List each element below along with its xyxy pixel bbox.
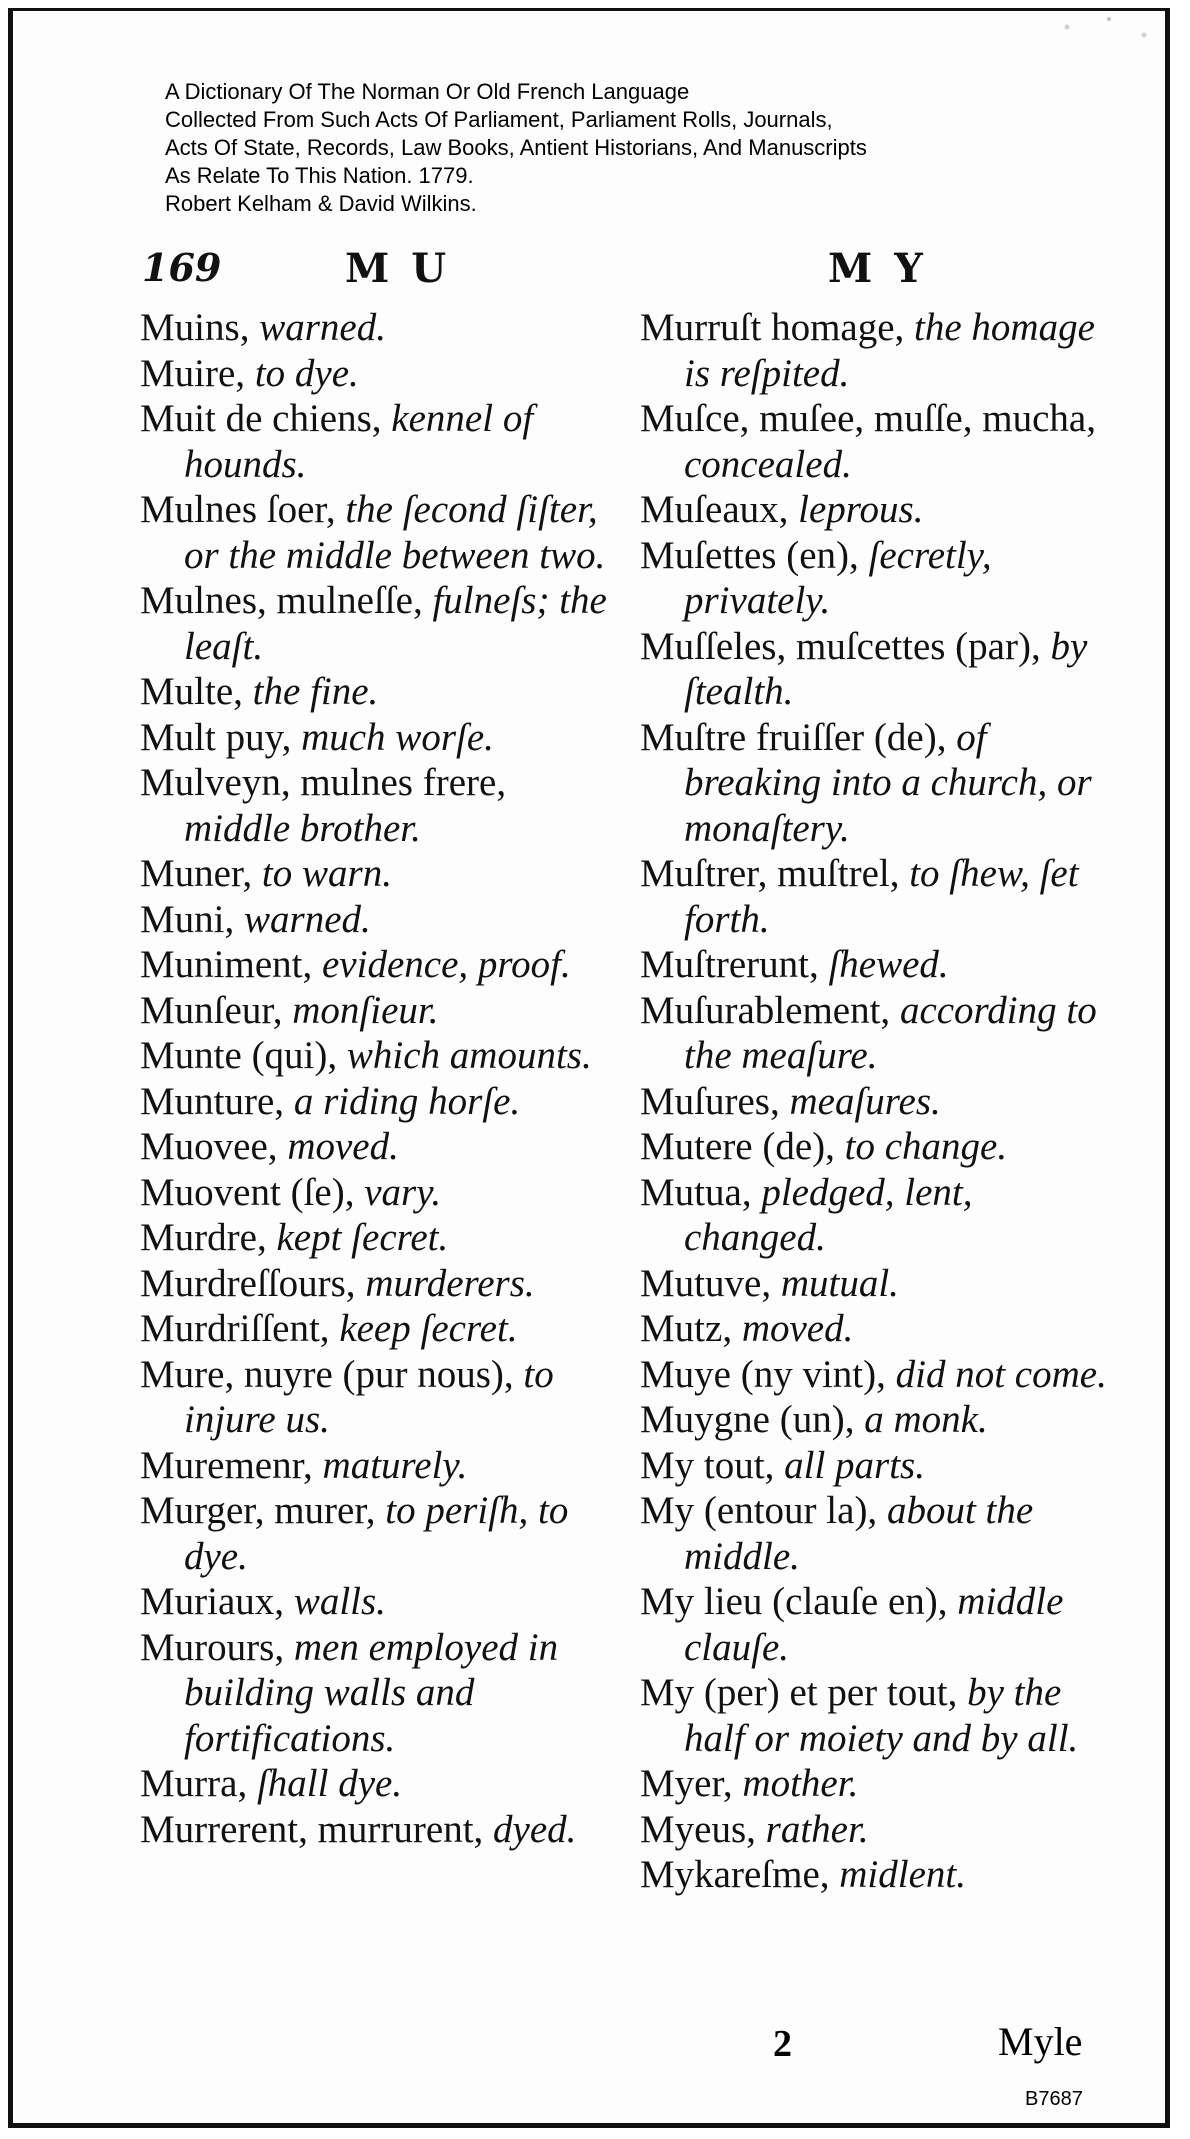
entry-definition: by ſtealth.	[684, 624, 1088, 713]
entry-term: Mure, nuyre (pur nous),	[140, 1352, 514, 1396]
entry-term: My (entour la),	[640, 1489, 878, 1532]
entry-definition: ſecretly, privately.	[684, 533, 992, 622]
entry-definition: vary.	[364, 1170, 442, 1214]
dictionary-entry	[140, 715, 610, 761]
entry-definition: mother.	[742, 1762, 859, 1805]
dictionary-entry	[640, 715, 1110, 852]
entry-term: Muſtrerunt,	[640, 943, 819, 986]
dictionary-entry	[640, 1352, 1110, 1398]
dictionary-entry	[140, 1488, 610, 1579]
entry-term: My lieu (clauſe en),	[640, 1580, 948, 1623]
entry-term: Muit de chiens,	[140, 397, 382, 440]
entry-definition: mutual.	[780, 1261, 899, 1305]
entry-definition: rather.	[765, 1807, 869, 1851]
entry-term: Mutuve,	[640, 1261, 772, 1305]
entry-term: Murruſt homage,	[640, 306, 905, 349]
catchword: Myle	[998, 2019, 1083, 2064]
dictionary-entry	[640, 851, 1110, 942]
dictionary-entry	[640, 1670, 1110, 1761]
dictionary-entry	[140, 1625, 610, 1762]
caption-line: Robert Kelham & David Wilkins.	[165, 191, 477, 216]
entry-term: Munture,	[140, 1079, 285, 1123]
entry-definition: midlent.	[839, 1853, 966, 1896]
caption-line: Acts Of State, Records, Law Books, Antient Historians, And Manuscripts	[165, 135, 867, 160]
dictionary-entry	[640, 942, 1110, 988]
caption-line: A Dictionary Of The Norman Or Old French Language	[165, 79, 690, 104]
entry-definition: the ſecond ſiſter, or the middle between two.	[184, 488, 606, 577]
entry-term: Mulnes ſoer,	[140, 488, 336, 531]
entry-term: Mutua,	[640, 1170, 752, 1214]
entry-definition: ſhall dye.	[256, 1762, 403, 1805]
dictionary-entry	[140, 1352, 610, 1443]
right-running-head: M Y	[828, 245, 927, 292]
entry-definition: warned.	[244, 897, 371, 941]
entry-term: My tout,	[640, 1443, 775, 1487]
entry-definition: a riding horſe.	[293, 1079, 521, 1123]
entry-term: Murdriſſent,	[140, 1307, 330, 1350]
caption-line: As Relate To This Nation. 1779.	[165, 163, 474, 188]
entry-term: Muovent (ſe),	[140, 1170, 355, 1214]
signature-mark: 2	[773, 2023, 792, 2065]
dictionary-entry	[640, 396, 1110, 487]
entry-term: Mykareſme,	[640, 1853, 830, 1896]
dictionary-entry	[140, 1124, 610, 1170]
entry-definition: by the half or moiety and by all.	[684, 1671, 1079, 1760]
dictionary-entry	[140, 351, 610, 397]
entry-term: Muovee,	[140, 1125, 278, 1168]
dictionary-entry	[140, 760, 610, 851]
entry-term: Murra,	[140, 1762, 248, 1805]
entry-term: Muremenr,	[140, 1443, 313, 1487]
entry-term: Muye (ny vint),	[640, 1352, 886, 1396]
entry-definition: maturely.	[322, 1443, 468, 1487]
caption-block	[165, 78, 1065, 218]
entry-term: Murours,	[140, 1625, 285, 1669]
entry-term: Mult puy,	[140, 715, 292, 759]
entry-term: Muſures,	[640, 1079, 780, 1123]
entry-definition: men employed in building walls and fortifications.	[184, 1625, 559, 1760]
dictionary-entry	[140, 1579, 610, 1625]
dictionary-entry	[640, 305, 1110, 396]
dictionary-entry	[640, 1124, 1110, 1170]
entry-definition: to ſhew, ſet forth.	[684, 852, 1079, 941]
entry-definition: to warn.	[261, 852, 392, 895]
entry-term: Muire,	[140, 351, 246, 395]
caption-line: Collected From Such Acts Of Parliament, Parliament Rolls, Journals,	[165, 107, 833, 132]
entry-term: Muſurablement,	[640, 988, 891, 1032]
dictionary-entry	[640, 1443, 1110, 1489]
dictionary-entry	[140, 1079, 610, 1125]
entry-term: Munſeur,	[140, 988, 283, 1032]
dictionary-entry	[640, 1397, 1110, 1443]
dictionary-entry	[140, 578, 610, 669]
entry-term: Muygne (un),	[640, 1398, 855, 1441]
entry-definition: pledged, lent, changed.	[684, 1170, 973, 1259]
dictionary-entry	[140, 1215, 610, 1261]
left-running-head: M U	[345, 245, 451, 292]
entry-term: Muſtrer, muſtrel,	[640, 852, 900, 895]
entry-term: Mutz,	[640, 1307, 733, 1350]
entry-definition: the homage is reſpited.	[684, 306, 1095, 395]
dictionary-entry	[140, 942, 610, 988]
entry-term: Murdre,	[140, 1216, 267, 1259]
entry-term: Murrerent, murrurent,	[140, 1807, 484, 1851]
dictionary-entry	[640, 1170, 1110, 1261]
entry-term: Muſce, muſee, muſſe, mucha,	[640, 397, 1096, 440]
entry-term: Murdreſſours,	[140, 1261, 356, 1305]
dictionary-entry	[140, 305, 610, 351]
entry-definition: kennel of hounds.	[184, 397, 534, 486]
entry-definition: of breaking into a church, or monaſtery.	[684, 715, 1092, 850]
entry-definition: to change.	[844, 1125, 1008, 1168]
right-entry-column	[640, 305, 1110, 1898]
entry-term: Muſettes (en),	[640, 533, 859, 577]
entry-definition: did not come.	[895, 1352, 1107, 1396]
entry-definition: middle clauſe.	[684, 1580, 1064, 1669]
entry-definition: which amounts.	[346, 1034, 592, 1077]
entry-term: Munte (qui),	[140, 1034, 338, 1077]
entry-definition: evidence, proof.	[322, 943, 571, 986]
entry-definition: murderers.	[365, 1261, 535, 1305]
page-number: 169	[142, 245, 222, 290]
dictionary-entry	[140, 669, 610, 715]
entry-definition: according to the meaſure.	[684, 988, 1097, 1077]
dictionary-entry	[640, 1579, 1110, 1670]
entry-definition: dyed.	[493, 1807, 577, 1851]
entry-term: Muriaux,	[140, 1580, 285, 1623]
entry-term: Muins,	[140, 306, 250, 349]
entry-definition: walls.	[293, 1580, 386, 1623]
entry-definition: to injure us.	[184, 1352, 554, 1441]
entry-term: Muſtre fruiſſer (de),	[640, 715, 947, 759]
entry-term: Mulveyn, mulnes frere,	[140, 761, 507, 804]
dictionary-entry	[140, 1807, 610, 1853]
entry-definition: leprous.	[798, 488, 924, 531]
entry-definition: warned.	[259, 306, 386, 349]
dictionary-entry	[640, 1261, 1110, 1307]
entry-term: Mutere (de),	[640, 1125, 835, 1168]
dictionary-entry	[140, 1443, 610, 1489]
entry-term: Myer,	[640, 1762, 733, 1805]
entry-term: Muner,	[140, 852, 253, 895]
dictionary-entry	[140, 1033, 610, 1079]
dictionary-entry	[140, 396, 610, 487]
entry-definition: middle brother.	[184, 806, 421, 850]
entry-term: Muni,	[140, 897, 235, 941]
dictionary-entry	[640, 1488, 1110, 1579]
scan-speckle	[1025, 11, 1165, 51]
dictionary-entry	[140, 1170, 610, 1216]
entry-definition: keep ſecret.	[339, 1307, 518, 1350]
dictionary-entry	[140, 851, 610, 897]
dictionary-entry	[640, 1079, 1110, 1125]
entry-definition: meaſures.	[789, 1079, 941, 1123]
entry-definition: fulneſs; the leaſt.	[184, 579, 607, 668]
dictionary-entry	[640, 988, 1110, 1079]
entry-term: Muſeaux,	[640, 488, 789, 531]
entry-definition: a monk.	[864, 1398, 988, 1441]
entry-definition: moved.	[741, 1307, 854, 1350]
dictionary-entry	[140, 487, 610, 578]
dictionary-entry	[640, 624, 1110, 715]
entry-definition: all parts.	[784, 1443, 925, 1487]
entry-definition: to dye.	[254, 351, 359, 395]
entry-term: Mulnes, mulneſſe,	[140, 579, 423, 622]
entry-definition: the fine.	[252, 670, 379, 713]
entry-term: My (per) et per tout,	[640, 1671, 958, 1714]
entry-definition: about the middle.	[684, 1489, 1034, 1578]
dictionary-entry	[640, 487, 1110, 533]
entry-definition: concealed.	[684, 442, 852, 486]
entry-definition: kept ſecret.	[276, 1216, 449, 1259]
entry-term: Murger, murer,	[140, 1489, 376, 1532]
dictionary-entry	[640, 1306, 1110, 1352]
dictionary-entry	[140, 1261, 610, 1307]
entry-term: Multe,	[140, 670, 243, 713]
left-entry-column	[140, 305, 610, 1852]
entry-definition: to periſh, to dye.	[184, 1489, 569, 1578]
dictionary-entry	[140, 1306, 610, 1352]
entry-definition: ſhewed.	[828, 943, 949, 986]
dictionary-entry	[140, 1761, 610, 1807]
entry-term: Muſſeles, muſcettes (par),	[640, 624, 1041, 668]
dictionary-entry	[640, 1852, 1110, 1898]
entry-term: Myeus,	[640, 1807, 756, 1851]
entry-definition: monſieur.	[292, 988, 439, 1032]
entry-definition: moved.	[287, 1125, 399, 1168]
dictionary-entry	[640, 533, 1110, 624]
dictionary-entry	[140, 988, 610, 1034]
dictionary-entry	[640, 1807, 1110, 1853]
dictionary-entry	[640, 1761, 1110, 1807]
entry-term: Muniment,	[140, 943, 313, 986]
reference-code: B7687	[1025, 2088, 1083, 2110]
dictionary-entry	[140, 897, 610, 943]
entry-definition: much worſe.	[301, 715, 494, 759]
